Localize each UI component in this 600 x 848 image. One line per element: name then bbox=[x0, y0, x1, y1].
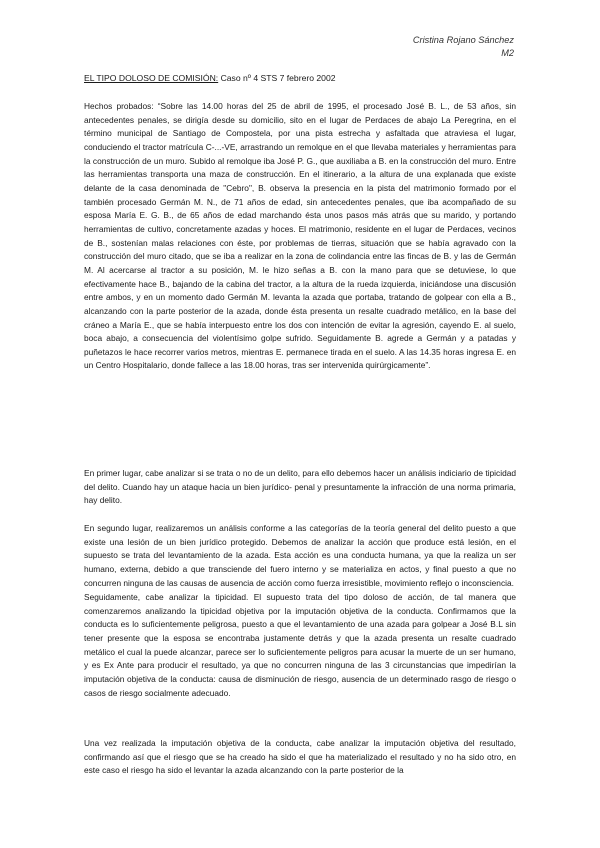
paragraph-fourth: Una vez realizada la imputación objetiva de la conducta, cabe analizar la imputación objetiva del resultado, confirmando así que el riesgo que se ha creado ha sido el que ha materializado el resultado y no ha sido otro, en este caso el riesgo ha sido el levantar la azada alcanzando con la parte posterior de la bbox=[84, 738, 516, 776]
title-case-reference: Caso nº 4 STS 7 febrero 2002 bbox=[218, 73, 336, 83]
title-heading: EL TIPO DOLOSO DE COMISIÓN: bbox=[84, 73, 219, 83]
page-header bbox=[413, 34, 514, 60]
paragraph-first: En primer lugar, cabe analizar si se trata o no de un delito, para ello debemos hacer un análisis indiciario de tipicidad del delito. Cuando hay un ataque hacia un bien jurídico- penal y presuntamente la infracción de una norma primaria, hay delito. bbox=[84, 468, 516, 506]
paragraph-third: Seguidamente, cabe analizar la tipicidad. El supuesto trata del tipo doloso de acción, de tal manera que comenzaremos analizando la tipicidad objetiva por la imputación objetiva de la conducta. Confirmamos que la conducta es lo suficientemente peligrosa, puesto a que el levantamiento de una azada para golpear a José B.L sin tener presente que la esposa se encontraba justamente detrás y que la azada presenta un resalte cuadrado metálico el cual la puede alcanzar, parece ser lo suficientemente peligros para acusar la muerte de un ser humano, y es Ex Ante para producir el resultado, ya que no concurren ninguna de las 3 circunstancias que impedirían la imputación objetiva de la conducta: causa de disminución de riesgo, ausencia de un determinado rasgo de riesgo o casos de riesgo socialmente adecuado. bbox=[84, 592, 516, 698]
paragraph-second: En segundo lugar, realizaremos un análisis conforme a las categorías de la teoría general del delito puesto a que existe una lesión de un bien jurídico protegido. Debemos de analizar la acción que produce está lesión, en el supuesto se trata del levantamiento de la azada. Esta acción es una conducta humana, ya que la realiza un ser humano, externa, debido a que transciende del fuero interno y se materializa en actos, y final puesto a que no concurren ninguna de las causas de ausencia de acción como fuerza irresistible, movimiento reflejo o inconsciencia. bbox=[84, 523, 516, 588]
document-title bbox=[84, 73, 336, 83]
group-label: M2 bbox=[501, 48, 514, 58]
paragraph-facts: Hechos probados: “Sobre las 14.00 horas del 25 de abril de 1995, el procesado José B. L., de 53 años, sin antecedentes penales, se dirigía desde su domicilio, sito en el lugar de Perdaces de abajo La Peregrina, en el término municipal de Santiago de Compostela, por una pista estrecha y asfaltada que atraviesa el lugar, conduciendo el tractor matrícula C-...-VE, arrastrando un remolque en el que llevaba materiales y herramientas para la construcción de un muro. Subido al remolque iba José P. G., que auxiliaba a B. en la construcción del muro. Entre las herramientas transporta una maza de construcción. En el itinerario, a la altura de una explanada que existe delante de la casa denominada de "Cebro", B. observa la presencia en la pista del matrimonio formado por el también procesado Germán M. N., de 71 años de edad, sin antecedentes penales, que iba acompañado de su esposa María E. G. B., de 65 años de edad marchando ésta unos pasos más atrás que su marido, y portando herramientas de cultivo, concretamente azadas y hoces. El matrimonio, residente en el lugar de Perdaces, vecinos de B., sostenían malas relaciones con éste, por problemas de tierras, situación que se había agravado con la construcción del muro citado, que se iba a realizar en la zona de colindancia entre las fincas de B. y las de Germán M. Al acercarse al tractor a su posición, M. le hizo señas a B. con la mano para que se detuviese, lo que efectivamente hace B., bajando de la cabina del tractor, a la altura de la rueda izquierda, iniciándose una discusión entre ambos, y en un momento dado Germán M. levanta la azada que portaba, tratando de golpear con ella a B., alcanzando con la parte posterior de la azada, donde ésta presenta un resalte cuadrado metálico, en la base del cráneo a María E., que se había interpuesto entre los dos con intención de evitar la agresión, cayendo E. al suelo, boca abajo, a consecuencia del violentísimo golpe sufrido. Seguidamente B. agrede a Germán y a patadas y puñetazos le hace recorrer varios metros, mientras E. permanece tirada en el suelo. A las 14.35 horas ingresa E. en un Centro Hospitalario, donde fallece a las 18.00 horas, tras ser intervenida quirúrgicamente”. bbox=[84, 101, 516, 371]
author-name: Cristina Rojano Sánchez bbox=[412, 35, 514, 45]
